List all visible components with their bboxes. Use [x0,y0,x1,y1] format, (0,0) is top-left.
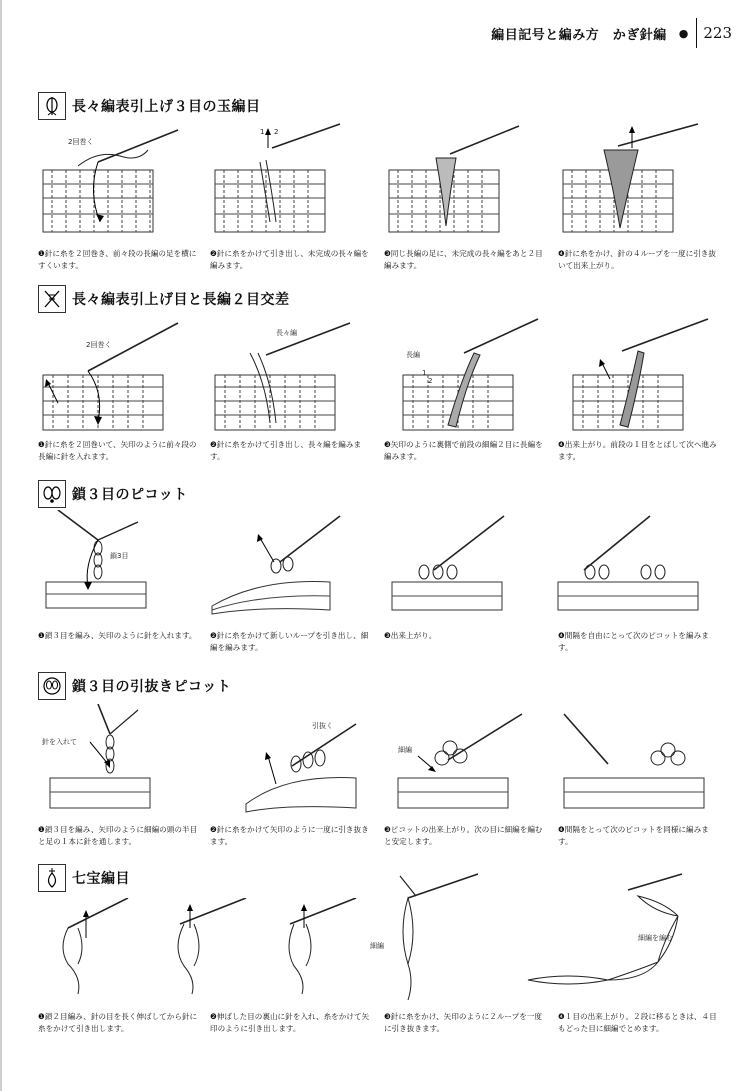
label-insert: 針を入れて [42,738,77,746]
caption-step-1: ❶鎖２目編み、針の目を長く伸ばしてから針に糸をかけて引き出します。 [38,1012,198,1033]
label-chain-3: 鎖3目 [110,552,129,560]
label-step-2: 2 [274,128,279,136]
caption-step-2: ❷針に糸をかけて引き出し、長々編を編みます。 [210,440,362,461]
header-divider [696,18,697,48]
label-step-2: 2 [428,377,433,385]
figure-step-2 [210,122,360,242]
figure-step-3 [384,510,534,620]
figure-step-3 [398,313,548,438]
figure-step-4 [550,510,700,620]
picot-symbol-icon [38,480,66,508]
figure-step-3 [384,122,534,242]
figure-step-4 [468,872,708,1002]
header-title: 編目記号と編み方 かぎ針編 [491,27,667,43]
section-dtr-cross [38,285,718,475]
page-edge-shadow [0,0,2,1091]
label-pull: 引抜く [312,722,333,730]
header-bullet: ● [678,26,689,40]
section-triple-tr-puff [38,92,718,282]
section-heading [38,92,261,120]
figure-step-4 [558,704,708,816]
caption-step-4: ❹針に糸をかけ、針の４ループを一度に引き抜いて出来上がり。 [558,249,716,270]
figure-step-2 [216,704,366,816]
section-title: 長々編表引上げ３目の玉編目 [72,99,261,115]
label-sc-knit: 細編を編む [638,934,673,942]
page-number: 223 [703,24,732,42]
label-sc: 細編 [370,942,384,950]
caption-step-1: ❶針に糸を２回巻いて、矢印のように前々段の長編に針を入れます。 [38,440,197,461]
caption-step-3: ❸出来上がり。 [384,631,437,640]
figure-step-4 [558,122,708,242]
cross-stitch-symbol-icon [38,285,66,313]
label-long-long: 長々編 [276,329,297,337]
label-long: 長編 [406,351,420,359]
figure-step-2 [210,510,360,620]
figure-step-1 [38,704,188,816]
label-step-1: 1 [422,369,427,377]
caption-step-3: ❸矢印のように裏側で前段の細編２目に長編を編みます。 [384,440,543,461]
caption-step-1: ❶針に糸を２回巻き、前々段の長編の足を横にすくいます。 [38,249,197,270]
section-title: 長々編表引上げ目と長編２目交差 [72,292,290,308]
figure-step-1 [38,313,188,438]
section-heading [38,285,290,313]
caption-step-2: ❷針に糸をかけて引き出し、未完成の長々編を編みます。 [210,249,369,270]
section-heading [38,480,188,508]
figure-step-2 [210,313,360,438]
figure-step-1 [38,122,188,242]
section-heading [38,672,231,700]
slip-picot-symbol-icon [38,672,66,700]
label-step-1: 1 [260,128,265,136]
solomons-knot-symbol-icon [38,864,66,892]
puff-stitch-symbol-icon [38,92,66,120]
section-title: 鎖３目のピコット [72,487,188,503]
caption-step-1: ❶鎖３目を編み、矢印のように針を入れます。 [38,631,197,640]
caption-step-4: ❹１目の出来上がり。２段に移るときは、４目もどった目に細編でとめます。 [558,1012,717,1033]
section-solomons-knot [38,864,718,1079]
caption-step-4: ❹間隔を自由にとって次のピコットを編みます。 [558,631,709,652]
label-two-wraps: 2回巻く [86,341,112,349]
figure-step-1 [38,510,188,620]
page-header [491,18,732,48]
caption-step-2: ❷伸ばした目の裏山に針を入れ、糸をかけて矢印のように引き出します。 [210,1012,370,1033]
figure-step-3 [388,704,538,816]
caption-step-4: ❹間隔をとって次のピコットを同様に編みます。 [558,825,709,846]
caption-step-3: ❸ピコットの出来上がり。次の目に細編を編むと安定します。 [384,825,543,846]
caption-step-4: ❹出来上がり。前段の１目をとばして次へ進みます。 [558,440,717,461]
figure-step-4 [568,313,718,438]
section-title: 鎖３目の引抜きピコット [72,679,232,695]
caption-step-3: ❸同じ長編の足に、未完成の長々編をあと２目編みます。 [384,249,543,270]
caption-step-1: ❶鎖３目を編み、矢印のように細編の頭の半目と足の１本に針を通します。 [38,825,198,846]
section-picot-3ch [38,480,718,665]
caption-step-3: ❸針に糸をかけ、矢印のように２ループを一度に引き抜きます。 [384,1012,542,1033]
section-title: 七宝編目 [72,871,130,887]
caption-step-2: ❷針に糸をかけて新しいループを引き出し、細編を編みます。 [210,631,369,652]
label-sc: 細編 [398,746,412,754]
section-slip-picot [38,672,718,857]
label-two-wraps: 2回巻く [68,138,94,146]
section-heading [38,864,130,892]
caption-step-2: ❷針に糸をかけて矢印のように一度に引き抜きます。 [210,825,369,846]
